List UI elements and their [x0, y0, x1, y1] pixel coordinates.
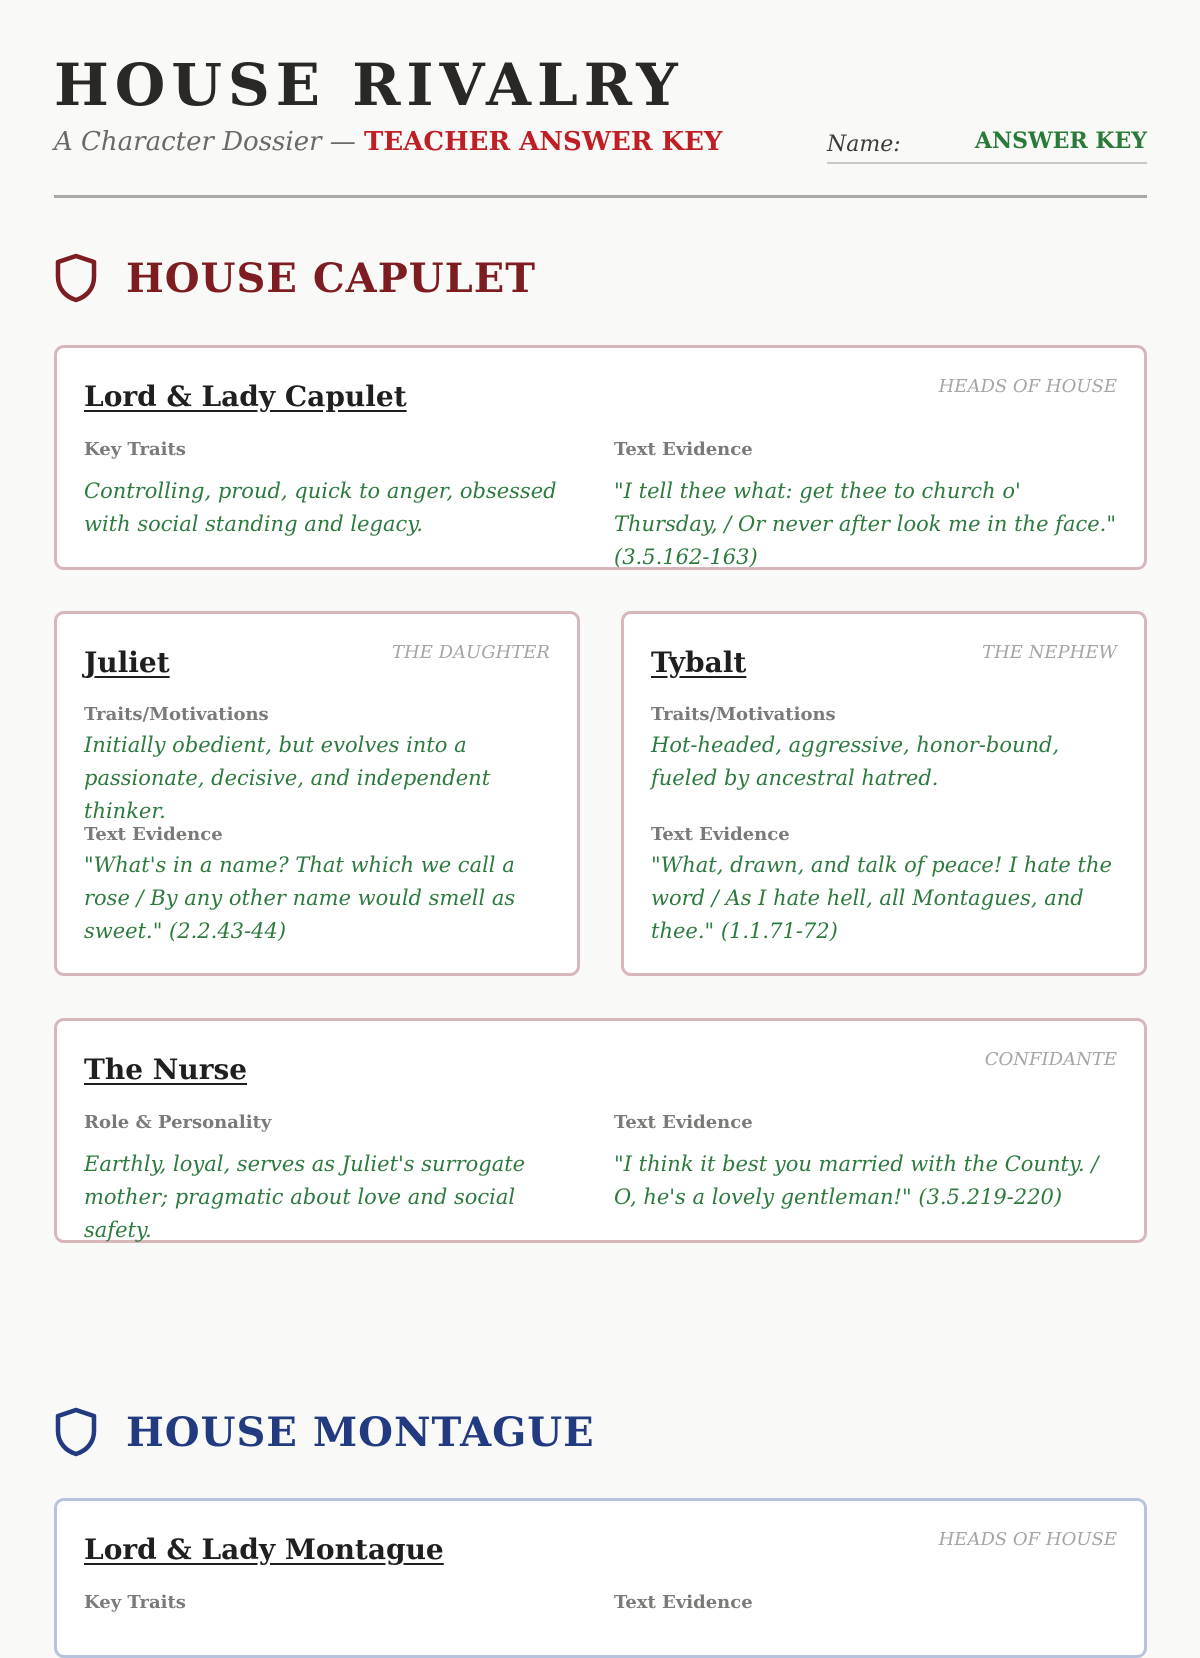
name-label: Name: — [827, 132, 901, 157]
page-title: HOUSE RIVALRY — [54, 51, 684, 119]
name-field[interactable] — [827, 126, 1147, 164]
traits-answer: Earthly, loyal, serves as Juliet's surrogate mother; pragmatic about love and social safety. — [84, 1152, 526, 1242]
evidence-label: Text Evidence — [614, 439, 753, 460]
character-name: Juliet — [84, 646, 170, 679]
evidence-answer: "I tell thee what: get thee to church o' Thursday, / Or never after look me in the face." (3.5.162-163) — [614, 479, 1116, 569]
answer-key-tag: TEACHER ANSWER KEY — [364, 127, 723, 157]
section-montague-heading — [54, 1402, 595, 1462]
character-name: Lord & Lady Montague — [84, 1533, 444, 1566]
shield-icon — [54, 1407, 98, 1457]
character-name: Tybalt — [651, 646, 747, 679]
evidence-label: Text Evidence — [614, 1592, 753, 1613]
page-subtitle — [54, 128, 723, 157]
evidence-label: Text Evidence — [84, 824, 223, 845]
character-role: HEADS OF HOUSE — [938, 376, 1117, 397]
traits-answer: Initially obedient, but evolves into a passionate, decisive, and independent thinker. — [84, 733, 491, 823]
section-capulet-heading — [54, 248, 536, 308]
dossier-page — [54, 0, 1147, 1613]
evidence-answer: "What, drawn, and talk of peace! I hate the word / As I hate hell, all Montagues, and thee." (1.1.71-72) — [651, 853, 1112, 943]
character-role: CONFIDANTE — [984, 1049, 1117, 1070]
evidence-answer: "I think it best you married with the County. / O, he's a lovely gentleman!" (3.5.219-220) — [614, 1152, 1099, 1209]
page-header — [54, 0, 1147, 198]
character-card-juliet — [54, 611, 580, 976]
section-title: HOUSE CAPULET — [126, 254, 537, 302]
name-value: ANSWER KEY — [974, 128, 1147, 154]
traits-label: Traits/Motivations — [651, 704, 836, 725]
subtitle-text: A Character Dossier — — [54, 127, 356, 157]
character-card-montague-heads — [54, 1498, 1147, 1658]
evidence-label: Text Evidence — [651, 824, 790, 845]
character-card-tybalt — [621, 611, 1147, 976]
traits-label: Traits/Motivations — [84, 704, 269, 725]
character-role: THE NEPHEW — [982, 642, 1117, 663]
character-role: HEADS OF HOUSE — [938, 1529, 1117, 1550]
character-card-capulet-heads — [54, 345, 1147, 570]
traits-answer: Hot-headed, aggressive, honor-bound, fueled by ancestral hatred. — [651, 733, 1060, 790]
section-title: HOUSE MONTAGUE — [126, 1408, 595, 1456]
evidence-answer: "What's in a name? That which we call a rose / By any other name would smell as sweet." (2.2.43-44) — [84, 853, 516, 943]
character-name: The Nurse — [84, 1053, 248, 1086]
traits-label: Key Traits — [84, 1592, 186, 1613]
shield-icon — [54, 253, 98, 303]
traits-answer: Controlling, proud, quick to anger, obsessed with social standing and legacy. — [84, 479, 557, 536]
character-role: THE DAUGHTER — [392, 642, 550, 663]
character-card-nurse — [54, 1018, 1147, 1243]
evidence-label: Text Evidence — [614, 1112, 753, 1133]
character-name: Lord & Lady Capulet — [84, 380, 407, 413]
traits-label: Key Traits — [84, 439, 186, 460]
traits-label: Role & Personality — [84, 1112, 272, 1133]
